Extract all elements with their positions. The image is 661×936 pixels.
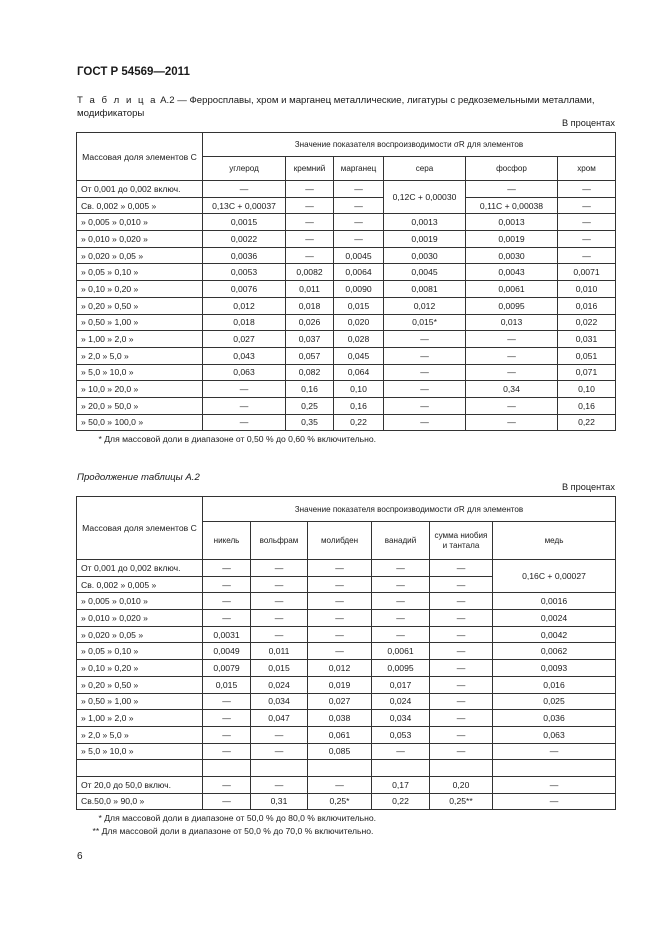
value-cell: 0,0036 [203, 247, 286, 264]
value-cell: 0,22 [558, 414, 616, 431]
value-cell: 0,0090 [334, 281, 384, 298]
group-header-cell: Значение показателя воспроизводимости σR для элементов [203, 497, 616, 522]
table-row [77, 181, 616, 198]
value-cell: — [558, 181, 616, 198]
column-header-cell: фосфор [466, 157, 558, 181]
value-cell: — [203, 414, 286, 431]
value-cell: 0,0045 [334, 247, 384, 264]
value-cell [308, 760, 372, 777]
column-header-cell: сера [384, 157, 466, 181]
value-cell [251, 760, 308, 777]
header-row [77, 133, 616, 157]
value-cell: 0,0042 [493, 626, 616, 643]
table-row [77, 710, 616, 727]
column-header-cell: кремний [286, 157, 334, 181]
row-label-cell: Св. 0,002 » 0,005 » [77, 197, 203, 214]
value-cell: 0,0016 [493, 593, 616, 610]
value-cell: 0,0045 [384, 264, 466, 281]
value-cell: 0,071 [558, 364, 616, 381]
value-cell: 0,0019 [384, 231, 466, 248]
table-row [77, 364, 616, 381]
value-cell: 0,047 [251, 710, 308, 727]
row-label-cell: От 0,001 до 0,002 включ. [77, 560, 203, 577]
value-cell: — [430, 710, 493, 727]
value-cell: 0,0022 [203, 231, 286, 248]
value-cell: 0,0071 [558, 264, 616, 281]
row-label-cell: Св. 0,002 » 0,005 » [77, 576, 203, 593]
row-label-cell: » 0,50 » 1,00 » [77, 693, 203, 710]
notes-row [77, 810, 616, 841]
column-header-cell: молибден [308, 522, 372, 560]
table2 [76, 496, 616, 840]
row-label-cell: » 1,00 » 2,0 » [77, 331, 203, 348]
value-cell: 0,018 [286, 297, 334, 314]
value-cell: 0,0030 [384, 247, 466, 264]
value-cell: — [558, 197, 616, 214]
table-row [77, 726, 616, 743]
row-label-cell: » 0,05 » 0,10 » [77, 264, 203, 281]
value-cell: 0,053 [372, 726, 430, 743]
value-cell: 0,0013 [384, 214, 466, 231]
header-row [77, 497, 616, 522]
table-row [77, 743, 616, 760]
value-cell: — [430, 676, 493, 693]
value-cell: 0,012 [203, 297, 286, 314]
value-cell: 0,018 [203, 314, 286, 331]
value-cell: — [430, 643, 493, 660]
value-cell: 0,027 [308, 693, 372, 710]
table-row [77, 560, 616, 577]
value-cell: 0,22 [334, 414, 384, 431]
value-cell: 0,019 [308, 676, 372, 693]
table-row [77, 776, 616, 793]
value-cell: — [372, 743, 430, 760]
value-cell: 0,012 [308, 660, 372, 677]
value-cell: 0,35 [286, 414, 334, 431]
table-row [77, 660, 616, 677]
value-cell: 0,024 [251, 676, 308, 693]
table1-caption-text: А.2 — Ферросплавы, хром и марганец металлические, лигатуры с редкоземельными металлами, модификаторы [77, 95, 595, 119]
table2-note: * Для массовой доли в диапазоне от 50,0 % до 80,0 % включительно. [98, 813, 377, 824]
value-cell: — [430, 576, 493, 593]
value-cell: 0,031 [558, 331, 616, 348]
row-label-cell: » 5,0 » 10,0 » [77, 743, 203, 760]
value-cell: — [493, 793, 616, 810]
value-cell: — [466, 331, 558, 348]
value-cell: 0,0013 [466, 214, 558, 231]
value-cell: 0,0064 [334, 264, 384, 281]
value-cell: — [308, 610, 372, 627]
value-cell: 0,13С + 0,00037 [203, 197, 286, 214]
value-cell: — [308, 626, 372, 643]
value-cell: — [203, 793, 251, 810]
value-cell: — [430, 626, 493, 643]
value-cell: 0,0015 [203, 214, 286, 231]
value-cell: 0,12С + 0,00030 [384, 181, 466, 214]
table1-units: В процентах [561, 118, 615, 128]
value-cell: — [558, 247, 616, 264]
value-cell: 0,038 [308, 710, 372, 727]
value-cell: — [203, 710, 251, 727]
value-cell: 0,016 [493, 676, 616, 693]
value-cell: — [334, 181, 384, 198]
table-row [77, 693, 616, 710]
value-cell: 0,0095 [466, 297, 558, 314]
value-cell: — [286, 247, 334, 264]
value-cell [430, 760, 493, 777]
value-cell: — [251, 560, 308, 577]
value-cell: 0,31 [251, 793, 308, 810]
value-cell: — [466, 347, 558, 364]
value-cell: 0,024 [372, 693, 430, 710]
value-cell: 0,063 [203, 364, 286, 381]
value-cell: — [466, 397, 558, 414]
value-cell: — [203, 726, 251, 743]
row-label-cell: » 0,005 » 0,010 » [77, 593, 203, 610]
table-row [77, 231, 616, 248]
column-header-cell: углерод [203, 157, 286, 181]
value-cell: 0,025 [493, 693, 616, 710]
value-cell: — [372, 576, 430, 593]
value-cell: 0,027 [203, 331, 286, 348]
value-cell: 0,0062 [493, 643, 616, 660]
row-label-cell: » 0,010 » 0,020 » [77, 231, 203, 248]
table-row [77, 281, 616, 298]
value-cell [203, 760, 251, 777]
table-row [77, 397, 616, 414]
value-cell: — [203, 560, 251, 577]
value-cell: 0,016 [558, 297, 616, 314]
table-row [77, 414, 616, 431]
value-cell: 0,017 [372, 676, 430, 693]
value-cell: — [251, 743, 308, 760]
value-cell: — [308, 560, 372, 577]
row-label-cell: » 0,10 » 0,20 » [77, 660, 203, 677]
value-cell: 0,0082 [286, 264, 334, 281]
value-cell: 0,11С + 0,00038 [466, 197, 558, 214]
row-label-cell: » 0,010 » 0,020 » [77, 610, 203, 627]
table-row [77, 347, 616, 364]
value-cell: 0,015 [334, 297, 384, 314]
value-cell: — [372, 593, 430, 610]
row-label-cell: » 0,05 » 0,10 » [77, 643, 203, 660]
value-cell: 0,0079 [203, 660, 251, 677]
value-cell: 0,0061 [466, 281, 558, 298]
value-cell: 0,16 [334, 397, 384, 414]
value-cell: 0,0030 [466, 247, 558, 264]
table-row [77, 793, 616, 810]
row-label-cell: » 0,50 » 1,00 » [77, 314, 203, 331]
value-cell: 0,20 [430, 776, 493, 793]
value-cell: 0,16С + 0,00027 [493, 560, 616, 593]
value-cell: — [203, 776, 251, 793]
value-cell: — [203, 593, 251, 610]
value-cell: 0,0053 [203, 264, 286, 281]
value-cell: — [203, 576, 251, 593]
value-cell: — [334, 214, 384, 231]
value-cell: 0,0024 [493, 610, 616, 627]
value-cell: — [430, 693, 493, 710]
value-cell: — [251, 776, 308, 793]
value-cell: 0,037 [286, 331, 334, 348]
value-cell: — [372, 626, 430, 643]
value-cell: 0,051 [558, 347, 616, 364]
value-cell: — [251, 610, 308, 627]
table-row [77, 610, 616, 627]
table2-units: В процентах [561, 482, 615, 492]
value-cell: 0,064 [334, 364, 384, 381]
value-cell: 0,026 [286, 314, 334, 331]
value-cell [372, 760, 430, 777]
table-row [77, 626, 616, 643]
value-cell: — [466, 181, 558, 198]
value-cell: 0,057 [286, 347, 334, 364]
value-cell: 0,020 [334, 314, 384, 331]
value-cell: — [493, 776, 616, 793]
value-cell: — [251, 626, 308, 643]
value-cell: — [384, 381, 466, 398]
value-cell: — [430, 593, 493, 610]
column-header-cell: ванадий [372, 522, 430, 560]
value-cell: 0,085 [308, 743, 372, 760]
value-cell: 0,036 [493, 710, 616, 727]
value-cell: — [286, 214, 334, 231]
row-label-cell: Св.50,0 » 90,0 » [77, 793, 203, 810]
column-header-cell: вольфрам [251, 522, 308, 560]
row-label-cell: » 50,0 » 100,0 » [77, 414, 203, 431]
value-cell: 0,0061 [372, 643, 430, 660]
row-header-cell: Массовая доля элементов С [77, 133, 203, 181]
value-cell: — [372, 560, 430, 577]
column-header-cell: никель [203, 522, 251, 560]
value-cell: 0,0019 [466, 231, 558, 248]
table-row [77, 214, 616, 231]
table-row [77, 247, 616, 264]
value-cell: 0,0093 [493, 660, 616, 677]
row-label-cell: » 1,00 » 2,0 » [77, 710, 203, 727]
value-cell: — [308, 576, 372, 593]
table1 [76, 132, 616, 447]
value-cell: — [558, 214, 616, 231]
value-cell: — [430, 743, 493, 760]
value-cell: — [372, 610, 430, 627]
value-cell: — [251, 576, 308, 593]
table-row [77, 264, 616, 281]
row-label-cell: » 20,0 » 50,0 » [77, 397, 203, 414]
value-cell: — [466, 364, 558, 381]
value-cell: — [384, 364, 466, 381]
notes-row [77, 431, 616, 448]
table2-notes [77, 810, 616, 841]
value-cell: — [466, 414, 558, 431]
value-cell: — [286, 197, 334, 214]
standard-header: ГОСТ Р 54569—2011 [77, 66, 190, 78]
value-cell: 0,034 [251, 693, 308, 710]
column-header-cell: сумма ниобия и тантала [430, 522, 493, 560]
value-cell: — [384, 397, 466, 414]
table2-caption: Продолжение таблицы А.2 [77, 472, 200, 483]
table-row [77, 297, 616, 314]
value-cell: — [251, 593, 308, 610]
value-cell: — [430, 660, 493, 677]
value-cell: — [334, 197, 384, 214]
table-row [77, 331, 616, 348]
row-label-cell: От 20,0 до 50,0 включ. [77, 776, 203, 793]
value-cell: 0,015* [384, 314, 466, 331]
value-cell: 0,0081 [384, 281, 466, 298]
value-cell: 0,061 [308, 726, 372, 743]
value-cell: 0,10 [334, 381, 384, 398]
page-number: 6 [77, 851, 83, 862]
value-cell: — [308, 593, 372, 610]
table1-note: * Для массовой доли в диапазоне от 0,50 % до 0,60 % включительно. [77, 431, 616, 448]
value-cell: — [558, 231, 616, 248]
value-cell: — [251, 726, 308, 743]
row-label-cell: » 2,0 » 5,0 » [77, 726, 203, 743]
table-row [77, 676, 616, 693]
value-cell: 0,012 [384, 297, 466, 314]
table2-note: ** Для массовой доли в диапазоне от 50,0 % до 70,0 % включительно. [92, 826, 374, 837]
value-cell: — [430, 610, 493, 627]
value-cell: — [308, 776, 372, 793]
table-row [77, 643, 616, 660]
table-row [77, 314, 616, 331]
value-cell: 0,16 [558, 397, 616, 414]
value-cell: 0,34 [466, 381, 558, 398]
column-header-cell: хром [558, 157, 616, 181]
value-cell: 0,043 [203, 347, 286, 364]
value-cell: 0,011 [251, 643, 308, 660]
row-label-cell: » 5,0 » 10,0 » [77, 364, 203, 381]
value-cell: 0,0095 [372, 660, 430, 677]
table1-caption-label: Т а б л и ц а [77, 95, 158, 106]
table1-caption [77, 95, 617, 120]
row-label-cell: » 0,20 » 0,50 » [77, 297, 203, 314]
value-cell: 0,17 [372, 776, 430, 793]
group-header-cell: Значение показателя воспроизводимости σR для элементов [203, 133, 616, 157]
value-cell: — [384, 331, 466, 348]
value-cell: 0,015 [251, 660, 308, 677]
value-cell: 0,010 [558, 281, 616, 298]
row-label-cell: » 0,020 » 0,05 » [77, 626, 203, 643]
value-cell: 0,0031 [203, 626, 251, 643]
value-cell: 0,25 [286, 397, 334, 414]
value-cell: — [384, 347, 466, 364]
value-cell: — [384, 414, 466, 431]
value-cell: 0,022 [558, 314, 616, 331]
row-label-cell: » 0,005 » 0,010 » [77, 214, 203, 231]
value-cell: 0,063 [493, 726, 616, 743]
table-row [77, 593, 616, 610]
value-cell: — [203, 381, 286, 398]
value-cell [493, 760, 616, 777]
value-cell: 0,011 [286, 281, 334, 298]
value-cell: — [286, 181, 334, 198]
column-header-cell: марганец [334, 157, 384, 181]
value-cell: 0,034 [372, 710, 430, 727]
value-cell: — [203, 743, 251, 760]
value-cell: — [286, 231, 334, 248]
row-label-cell: » 2,0 » 5,0 » [77, 347, 203, 364]
value-cell: 0,045 [334, 347, 384, 364]
column-header-cell: медь [493, 522, 616, 560]
value-cell: — [203, 181, 286, 198]
value-cell: 0,0049 [203, 643, 251, 660]
row-label-cell: » 0,020 » 0,05 » [77, 247, 203, 264]
value-cell: — [493, 743, 616, 760]
row-label-cell: » 0,10 » 0,20 » [77, 281, 203, 298]
value-cell: — [430, 560, 493, 577]
table-row [77, 760, 616, 777]
value-cell: 0,082 [286, 364, 334, 381]
value-cell: — [308, 643, 372, 660]
value-cell: 0,25** [430, 793, 493, 810]
value-cell: 0,25* [308, 793, 372, 810]
value-cell: — [430, 726, 493, 743]
value-cell: 0,10 [558, 381, 616, 398]
value-cell: 0,22 [372, 793, 430, 810]
row-label-cell: » 0,20 » 0,50 » [77, 676, 203, 693]
value-cell: 0,16 [286, 381, 334, 398]
value-cell: — [203, 693, 251, 710]
value-cell: 0,0076 [203, 281, 286, 298]
value-cell: 0,0043 [466, 264, 558, 281]
row-label-cell: От 0,001 до 0,002 включ. [77, 181, 203, 198]
value-cell: 0,015 [203, 676, 251, 693]
row-label-cell [77, 760, 203, 777]
value-cell: 0,013 [466, 314, 558, 331]
row-header-cell: Массовая доля элементов С [77, 497, 203, 560]
value-cell: — [334, 231, 384, 248]
value-cell: — [203, 397, 286, 414]
value-cell: 0,028 [334, 331, 384, 348]
table-row [77, 197, 616, 214]
table-row [77, 381, 616, 398]
value-cell: — [203, 610, 251, 627]
row-label-cell: » 10,0 » 20,0 » [77, 381, 203, 398]
